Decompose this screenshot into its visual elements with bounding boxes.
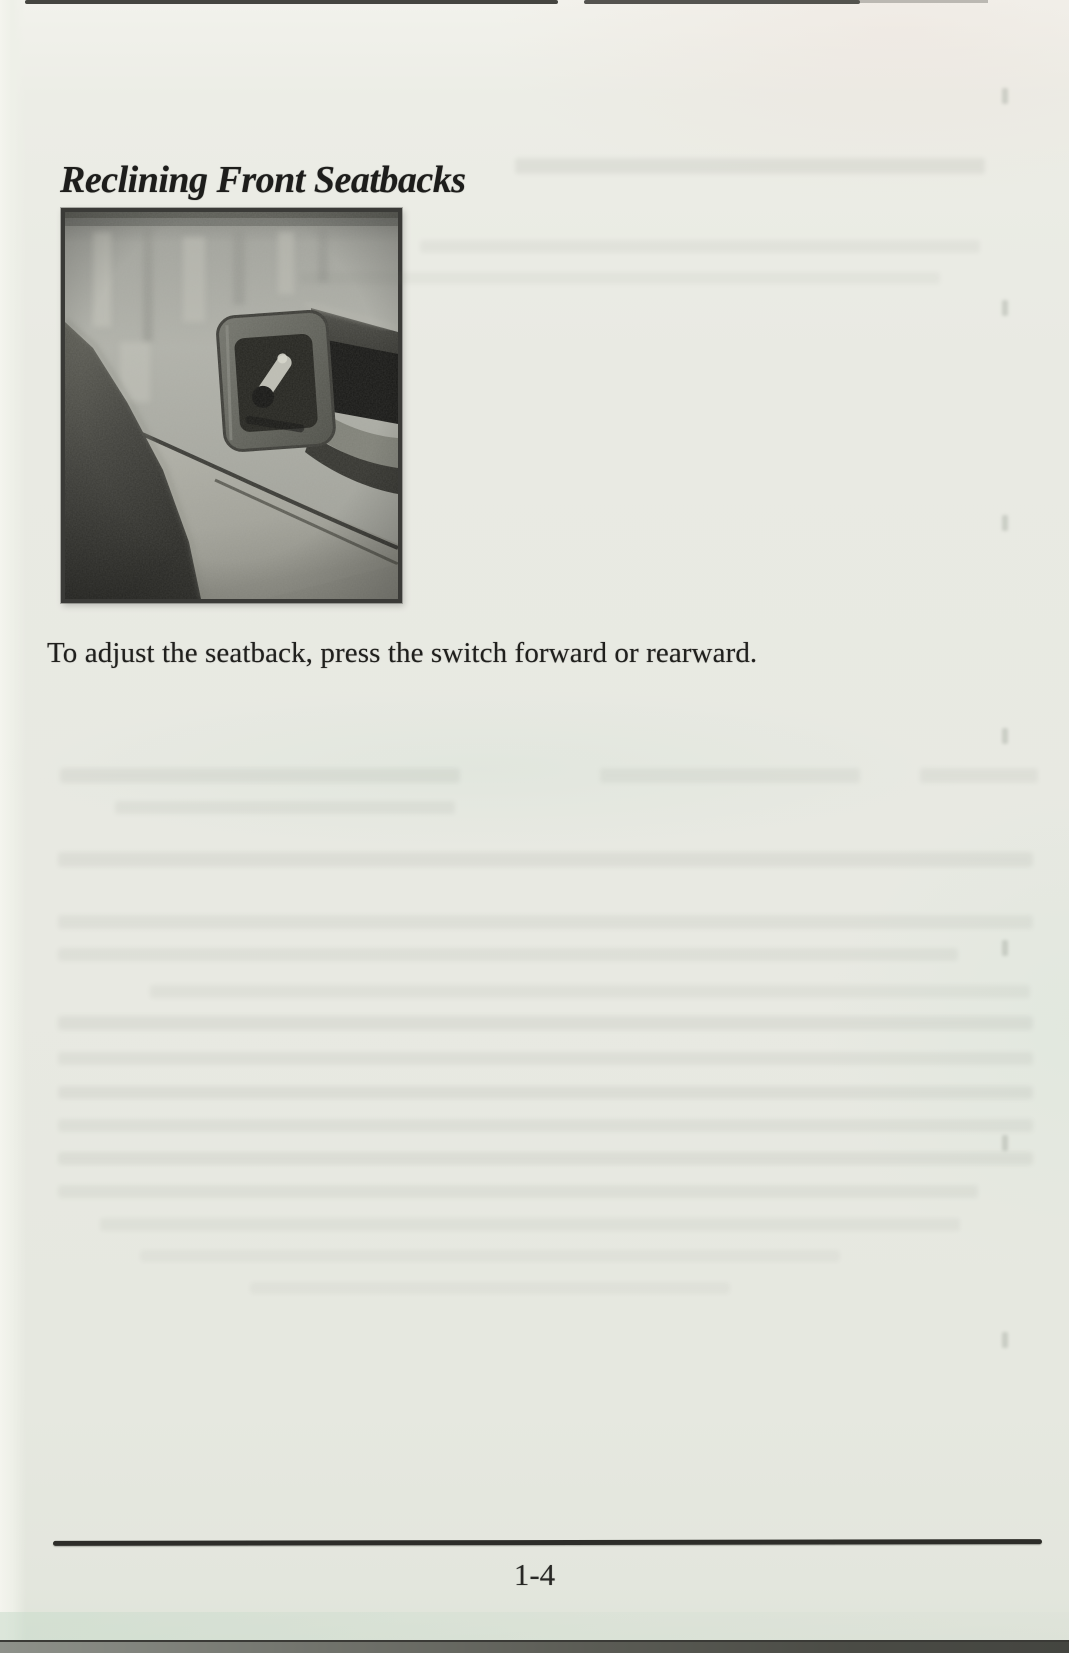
footer-rule [53,1539,1042,1546]
ghost-text-row [250,1282,730,1294]
ghost-text-row [60,768,460,783]
scan-edge-top-fade [858,0,988,3]
ghost-text-row [100,1218,960,1231]
scan-edge-top-right [584,0,860,4]
binding-edge-mark [1002,300,1008,316]
binding-edge-mark [1002,1332,1008,1348]
page-title: Reclining Front Seatbacks [60,159,466,202]
page-number: 1-4 [513,1557,556,1592]
ghost-text-row [300,272,940,284]
ghost-text-row [58,1052,1033,1065]
ghost-text-row [58,1016,1033,1030]
vignette [65,212,398,599]
photo-caption: To adjust the seatback, press the switch forward or rearward. [47,637,758,669]
binding-edge-mark [1002,88,1008,104]
binding-edge-mark [1002,515,1008,531]
seat-recline-switch-photo [61,208,402,603]
binding-edge-mark [1002,940,1008,956]
binding-edge-mark [1002,728,1008,744]
ghost-text-row [58,852,1033,867]
car-seat-photo-illustration [65,212,398,599]
ghost-text-row [58,1086,1033,1099]
scan-edge-top-left [25,0,558,4]
ghost-text-row [600,768,860,783]
ghost-text-row [140,1250,840,1262]
ghost-text-row [920,768,1038,783]
ghost-text-row [58,1152,1033,1165]
ghost-text-row [58,1185,978,1198]
ghost-text-row [58,948,958,961]
ghost-text-row [58,1119,1033,1132]
ghost-text-row [150,985,1030,998]
ghost-text-row [115,801,455,814]
ghost-text-row [420,240,980,253]
scan-edge-bottom [0,1640,1069,1653]
ghost-text-row [58,915,1033,929]
scan-edge-bottom-tint [0,1612,1069,1641]
binding-edge-mark [1002,1135,1008,1151]
ghost-text-row [515,158,985,174]
